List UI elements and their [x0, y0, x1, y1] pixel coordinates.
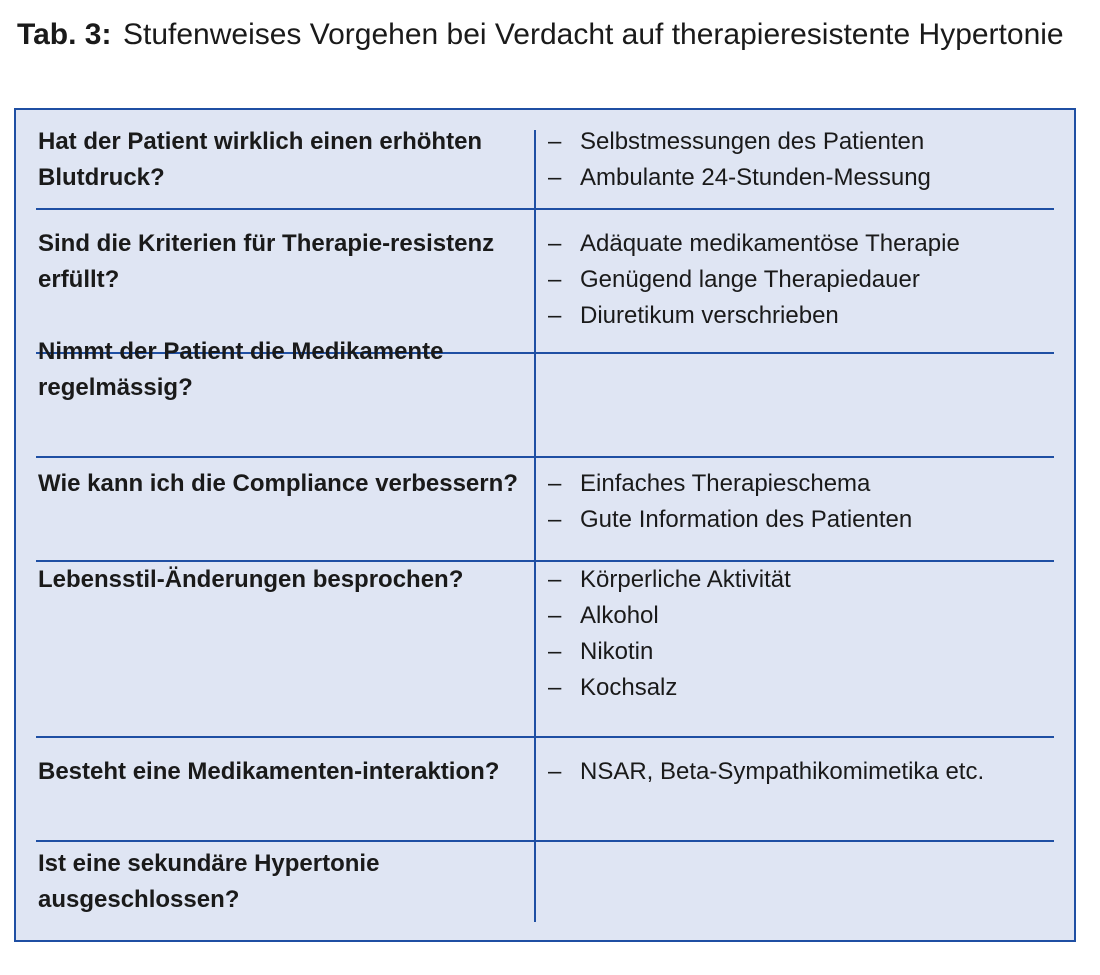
answer-text: Nikotin: [580, 638, 654, 665]
row-separator: [36, 456, 1054, 458]
answer-item: [546, 562, 1066, 598]
answer-item: [546, 634, 1066, 670]
bullet-dash: –: [548, 230, 562, 257]
answer-item: [546, 298, 1066, 334]
bullet-dash: –: [548, 266, 562, 293]
bullet-dash: –: [548, 758, 562, 785]
answer-item: [546, 466, 1066, 502]
bullet-dash: –: [548, 638, 562, 665]
answer-text: Diuretikum verschrieben: [580, 302, 839, 329]
bullet-dash: –: [548, 506, 562, 533]
answer-item: [546, 598, 1066, 634]
answer-text: Gute Information des Patienten: [580, 506, 913, 533]
answer-item: [546, 124, 1066, 160]
row-answers: [546, 562, 1066, 706]
answer-item: [546, 262, 1066, 298]
answer-text: Selbstmessungen des Patienten: [580, 128, 925, 155]
row-question: Hat der Patient wirklich einen erhöhten Blutdruck?: [38, 128, 483, 191]
answer-text: Adäquate medikamentöse Therapie: [580, 230, 960, 257]
answer-item: [546, 226, 1066, 262]
answer-text: Einfaches Therapieschema: [580, 470, 871, 497]
answer-text: Alkohol: [580, 602, 659, 629]
table-caption-label: Tab. 3:: [17, 18, 112, 51]
row-answers: [546, 124, 1066, 196]
row-answers: [546, 226, 1066, 334]
bullet-dash: –: [548, 128, 562, 155]
bullet-dash: –: [548, 164, 562, 191]
row-separator: [36, 736, 1054, 738]
answer-item: [546, 754, 1066, 790]
row-separator: [36, 208, 1054, 210]
answer-item: [546, 670, 1066, 706]
column-divider: [534, 130, 536, 922]
row-question: Nimmt der Patient die Medikamente regelmässig?: [38, 338, 444, 401]
answer-text: Ambulante 24-Stunden-Messung: [580, 164, 931, 191]
bullet-dash: –: [548, 602, 562, 629]
row-question: Sind die Kriterien für Therapie-resistenz erfüllt?: [38, 230, 495, 293]
answer-item: [546, 160, 1066, 196]
bullet-dash: –: [548, 470, 562, 497]
row-answers: [546, 466, 1066, 538]
answer-text: NSAR, Beta-Sympathikomimetika etc.: [580, 758, 985, 785]
answer-text: Körperliche Aktivität: [580, 566, 791, 593]
row-question: Lebensstil-Änderungen besprochen?: [38, 566, 464, 593]
row-separator: [36, 840, 1054, 842]
row-question: Ist eine sekundäre Hypertonie ausgeschlossen?: [38, 850, 380, 913]
answer-text: Genügend lange Therapiedauer: [580, 266, 920, 293]
bullet-dash: –: [548, 302, 562, 329]
bullet-dash: –: [548, 674, 562, 701]
table-caption: [17, 16, 1077, 54]
stepwise-approach-table: [14, 108, 1076, 942]
row-answers: [546, 754, 1066, 790]
table-caption-text: Stufenweises Vorgehen bei Verdacht auf therapieresistente Hypertonie: [123, 18, 1064, 51]
answer-text: Kochsalz: [580, 674, 678, 701]
bullet-dash: –: [548, 566, 562, 593]
row-question: Wie kann ich die Compliance verbessern?: [38, 470, 518, 497]
answer-item: [546, 502, 1066, 538]
row-question: Besteht eine Medikamenten-interaktion?: [38, 758, 500, 785]
